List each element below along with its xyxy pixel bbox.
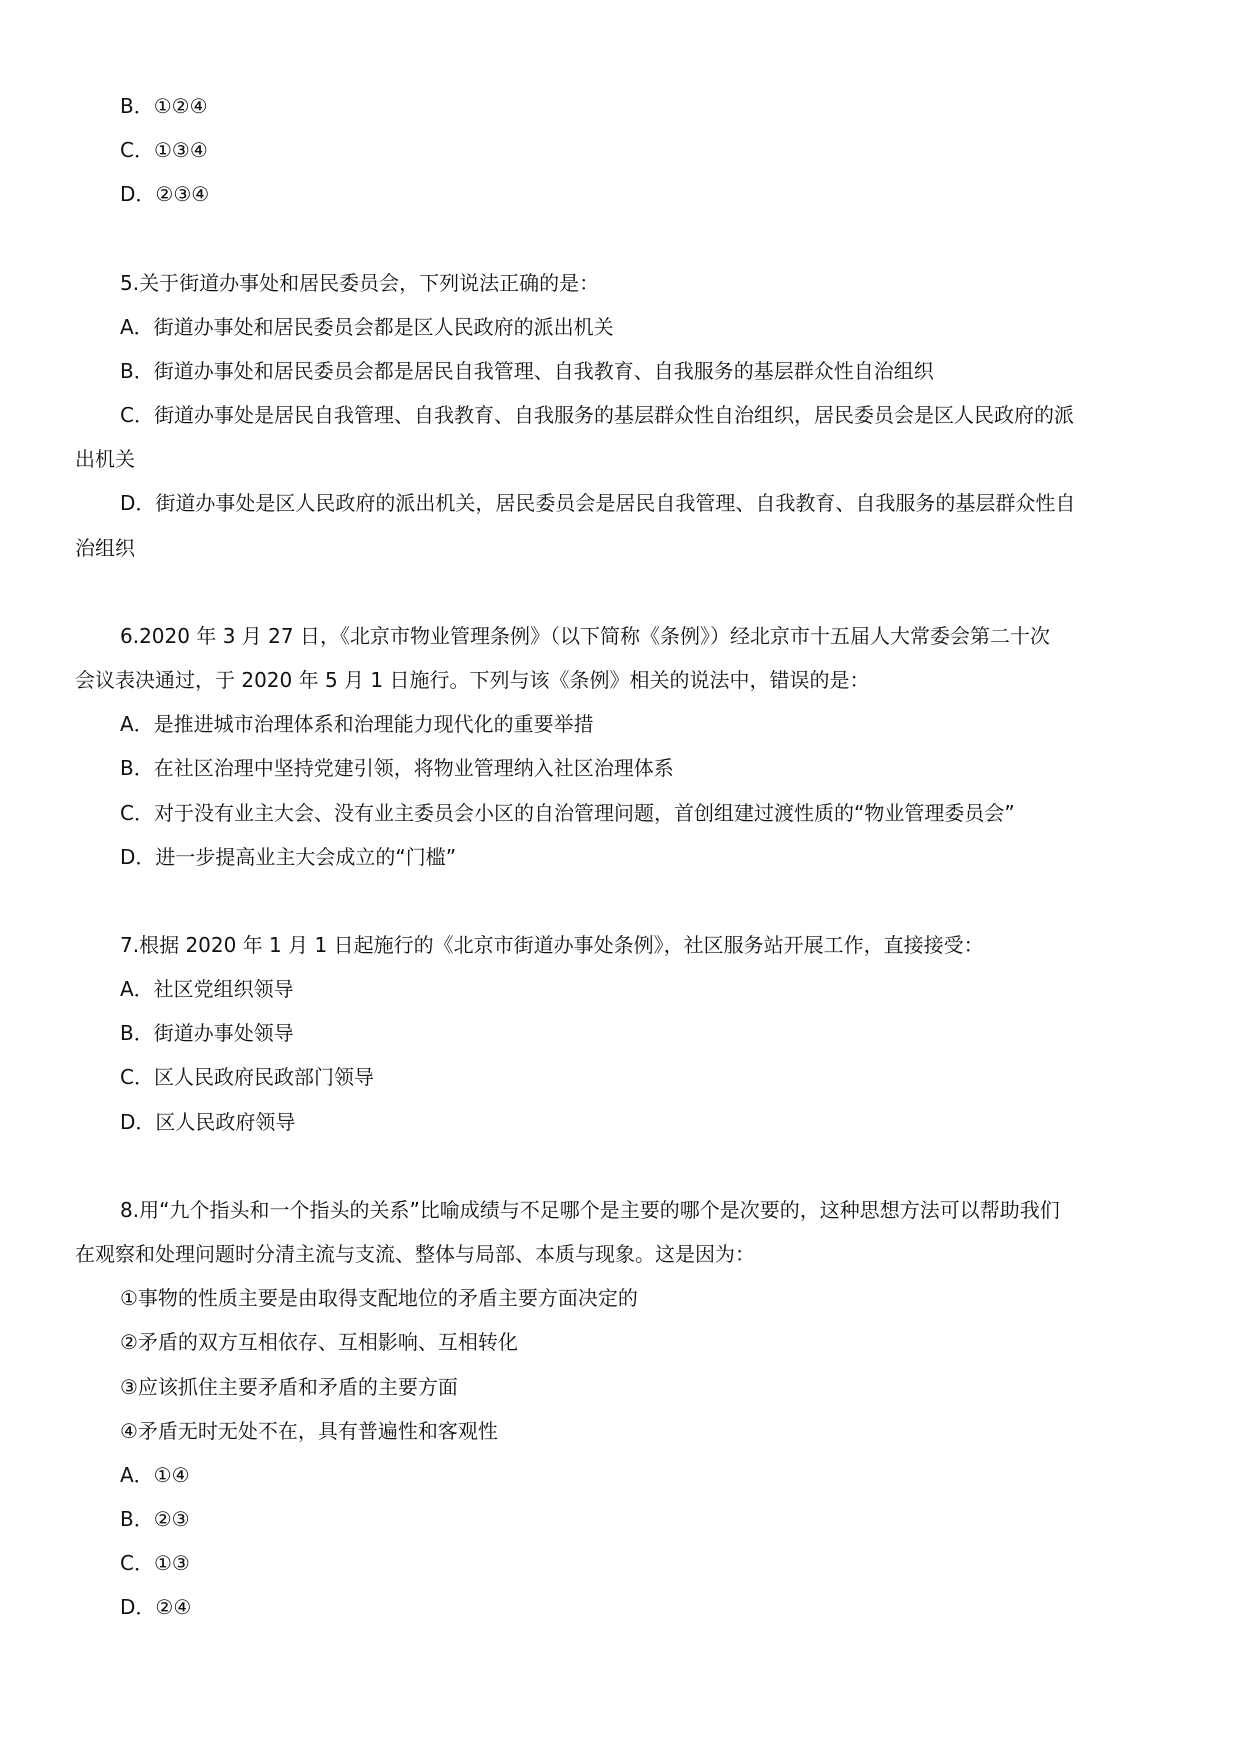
q7-stem: 7.根据 2020 年 1 月 1 日起施行的《北京市街道办事处条例》，社区服务站开展工作，直接接受： [120,933,984,957]
q5-option-a: A．街道办事处和居民委员会都是区人民政府的派出机关 [120,315,614,339]
q8-statement-1: ①事物的性质主要是由取得支配地位的矛盾主要方面决定的 [120,1286,638,1310]
q6-stem-line2: 会议表决通过，于 2020 年 5 月 1 日施行。下列与该《条例》相关的说法中，错误的是： [75,668,870,692]
q6-stem-line1: 6.2020 年 3 月 27 日，《北京市物业管理条例》（以下简称《条例》）经北京市十五届人大常委会第二十次 [120,624,1050,648]
q5-option-b: B．街道办事处和居民委员会都是居民自我管理、自我教育、自我服务的基层群众性自治组织 [120,359,934,383]
q7-option-d: D．区人民政府领导 [120,1110,296,1134]
q4-option-c: C．①③④ [120,138,208,162]
q5-option-c-line2: 出机关 [75,447,135,471]
q8-statement-2: ②矛盾的双方互相依存、互相影响、互相转化 [120,1330,518,1354]
q8-option-a: A．①④ [120,1463,190,1487]
q8-option-d: D．②④ [120,1595,192,1619]
q8-option-b: B．②③ [120,1507,190,1531]
q4-option-d: D．②③④ [120,182,210,206]
q5-option-c-line1: C．街道办事处是居民自我管理、自我教育、自我服务的基层群众性自治组织，居民委员会是区人民政府的派 [120,403,1074,427]
q8-statement-3: ③应该抓住主要矛盾和矛盾的主要方面 [120,1375,458,1399]
q8-option-c: C．①③ [120,1551,190,1575]
q8-stem-line1: 8.用“九个指头和一个指头的关系”比喻成绩与不足哪个是主要的哪个是次要的，这种思想方法可以帮助我们 [120,1198,1060,1222]
q6-option-b: B．在社区治理中坚持党建引领，将物业管理纳入社区治理体系 [120,756,674,780]
q6-option-d: D．进一步提高业主大会成立的“门槛” [120,845,457,869]
q5-option-d-line2: 治组织 [75,536,135,560]
q8-statement-4: ④矛盾无时无处不在，具有普遍性和客观性 [120,1419,498,1443]
q5-stem: 5.关于街道办事处和居民委员会，下列说法正确的是： [120,271,600,295]
q5-option-d-line1: D．街道办事处是区人民政府的派出机关，居民委员会是居民自我管理、自我教育、自我服务的基层群众性自 [120,491,1076,515]
q4-option-b: B．①②④ [120,94,208,118]
q7-option-b: B．街道办事处领导 [120,1021,294,1045]
q8-stem-line2: 在观察和处理问题时分清主流与支流、整体与局部、本质与现象。这是因为： [75,1242,755,1266]
q7-option-a: A．社区党组织领导 [120,977,294,1001]
q6-option-c: C．对于没有业主大会、没有业主委员会小区的自治管理问题，首创组建过渡性质的“物业管理委员会” [120,801,1015,825]
q7-option-c: C．区人民政府民政部门领导 [120,1065,374,1089]
q6-option-a: A．是推进城市治理体系和治理能力现代化的重要举措 [120,712,594,736]
